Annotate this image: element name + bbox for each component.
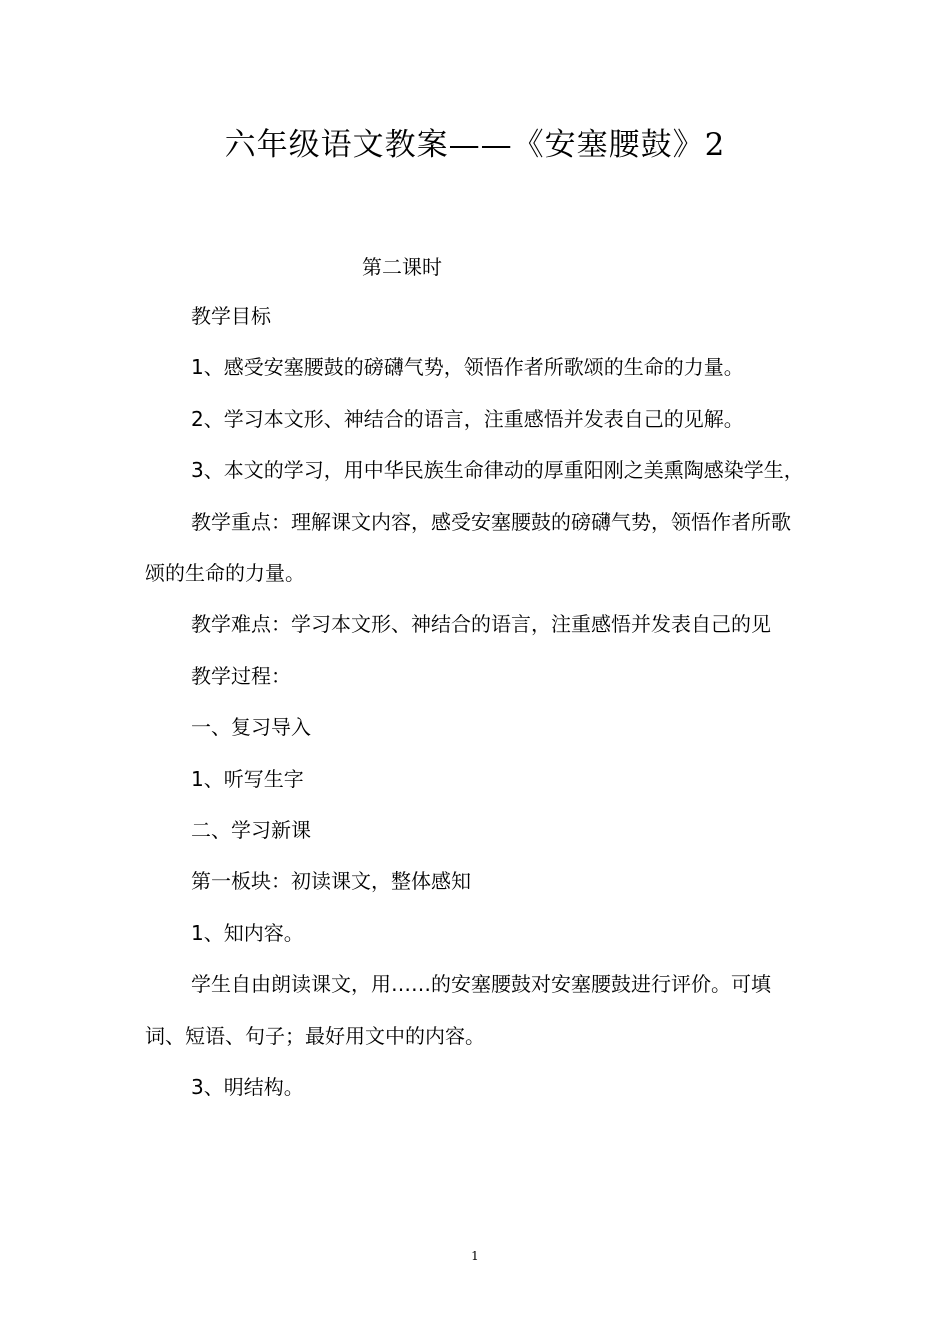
page-number: 1 (471, 1249, 479, 1263)
process-substep-dictation: 1、听写生字 (191, 766, 304, 791)
teaching-focus: 教学重点：理解课文内容，感受安塞腰鼓的磅礴气势，领悟作者所歌颂的生命的力量。 (145, 509, 791, 586)
process-step-new-lesson: 二、学习新课 (191, 818, 311, 843)
objective-item-3: 3、本文的学习，用中华民族生命律动的厚重阳刚之美熏陶感染学生， (191, 458, 804, 483)
document-title: 六年级语文教案——《安塞腰鼓》2 (224, 127, 726, 163)
section-heading-objectives: 教学目标 (191, 304, 271, 328)
section-heading-process: 教学过程： (191, 663, 291, 688)
process-substep-content: 1、知内容。 (191, 920, 304, 945)
reading-activity: 学生自由朗读课文，用……的安塞腰鼓对安塞腰鼓进行评价。可填词、短语、句子；最好用文中的内容。 (145, 972, 771, 1048)
process-step-review: 一、复习导入 (191, 715, 311, 740)
document-body (145, 291, 810, 1114)
block-heading-first: 第一板块：初读课文，整体感知 (191, 869, 471, 894)
teaching-difficulty: 教学难点：学习本文形、神结合的语言，注重感悟并发表自己的见 (191, 612, 771, 637)
process-substep-structure: 3、明结构。 (191, 1075, 304, 1100)
lesson-heading: 第二课时 (362, 255, 442, 279)
objective-item-2: 2、学习本文形、神结合的语言，注重感悟并发表自己的见解。 (191, 406, 744, 431)
objective-item-1: 1、感受安塞腰鼓的磅礴气势，领悟作者所歌颂的生命的力量。 (191, 355, 744, 380)
